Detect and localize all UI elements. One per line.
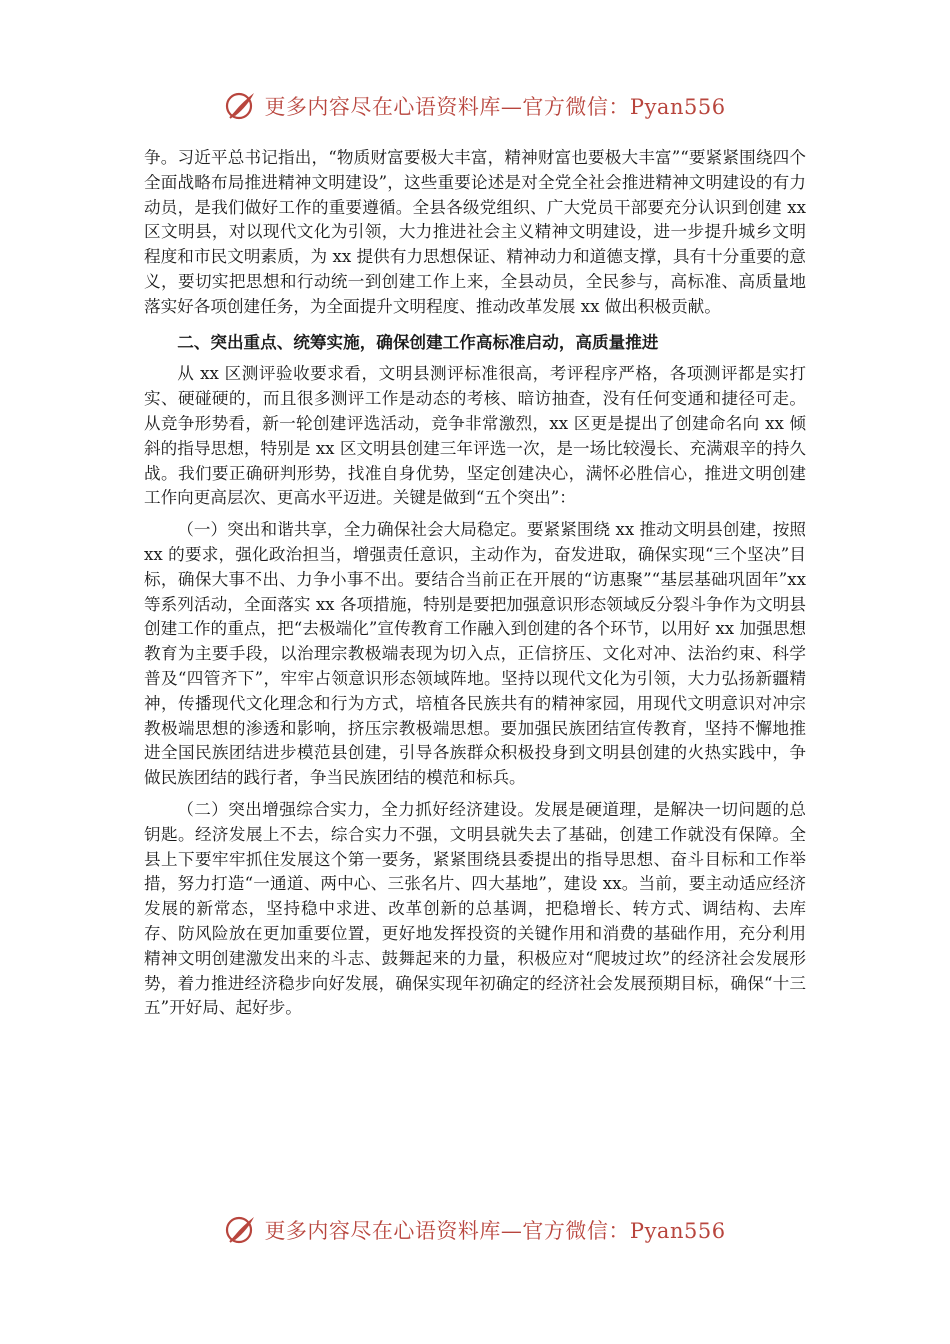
banner-text: 更多内容尽在心语资料库—官方微信：Pyan556	[264, 1219, 726, 1243]
paragraph-point-one: （一）突出和谐共享，全力确保社会大局稳定。要紧紧围绕 xx 推动文明县创建，按照 xx 的要求，强化政治担当，增强责任意识，主动作为，奋发进取，确保实现“三个坚决”目标，确保大事不出、力争小事不出。要结合当前正在开展的“访惠聚”“基层基础巩固年”xx 等系列活动，全面落实 xx 各项措施，特别是要把加强意识形态领域反分裂斗争作为文明县创建工作的重点，把“去极端化”宣传教育工作融入到创建的各个环节，以用好 xx 加强思想教育为主要手段，以治理宗教极端表现为切入点，正信挤压、文化对冲、法治约束、科学普及“四管齐下”，牢牢占领意识形态领域阵地。坚持以现代文化为引领，大力弘扬新疆精神，传播现代文化理念和行为方式，培植各民族共有的精神家园，用现代文明意识对冲宗教极端思想的渗透和影响，挤压宗教极端思想。要加强民族团结宣传教育，坚持不懈地推进全国民族团结进步模范县创建，引导各族群众积极投身到文明县创建的火热实践中，争做民族团结的践行者，争当民族团结的模范和标兵。	[144, 520, 806, 788]
document-body	[144, 146, 806, 1021]
paragraph-continuation: 争。习近平总书记指出，“物质财富要极大丰富，精神财富也要极大丰富”“要紧紧围绕四个全面战略布局推进精神文明建设”，这些重要论述是对全党全社会推进精神文明建设的有力动员，是我们做好工作的重要遵循。全县各级党组织、广大党员干部要充分认识到创建 xx 区文明县，对以现代文化为引领，大力推进社会主义精神文明建设，进一步提升城乡文明程度和市民文明素质，为 xx 提供有力思想保证、精神动力和道德支撑，具有十分重要的意义，要切实把思想和行动统一到创建工作上来，全县动员，全民参与，高标准、高质量地落实好各项创建任务，为全面提升文明程度、推动改革发展 xx 做出积极贡献。	[144, 148, 806, 316]
paragraph-point-two: （二）突出增强综合实力，全力抓好经济建设。发展是硬道理，是解决一切问题的总钥匙。经济发展上不去，综合实力不强，文明县就失去了基础，创建工作就没有保障。全县上下要牢牢抓住发展这个第一要务，紧紧围绕县委提出的指导思想、奋斗目标和工作举措，努力打造“一通道、两中心、三张名片、四大基地”，建设 xx。当前，要主动适应经济发展的新常态，坚持稳中求进、改革创新的总基调，把稳增长、转方式、调结构、去库存、防风险放在更加重要位置，更好地发挥投资的关键作用和消费的基础作用，充分利用精神文明创建激发出来的斗志、鼓舞起来的力量，积极应对“爬坡过坎”的经济社会发展形势，着力推进经济稳步向好发展，确保实现年初确定的经济社会发展预期目标，确保“十三五”开好局、起好步。	[144, 799, 806, 1018]
pen-leaf-logo-icon	[224, 1213, 258, 1247]
footer-banner	[0, 1210, 950, 1250]
banner-text: 更多内容尽在心语资料库—官方微信：Pyan556	[264, 95, 726, 119]
pen-leaf-logo-icon	[224, 89, 258, 123]
section-heading: 二、突出重点、统筹实施，确保创建工作高标准启动，高质量推进	[177, 331, 659, 352]
header-banner	[0, 86, 950, 126]
paragraph-situation: 从 xx 区测评验收要求看，文明县测评标准很高，考评程序严格，各项测评都是实打实、硬碰硬的，而且很多测评工作是动态的考核、暗访抽查，没有任何变通和捷径可走。从竞争形势看，新一轮创建评选活动，竞争非常激烈，xx 区更是提出了创建命名向 xx 倾斜的指导思想，特别是 xx 区文明县创建三年评选一次，是一场比较漫长、充满艰辛的持久战。我们要正确研判形势，找准自身优势，坚定创建决心，满怀必胜信心，推进文明创建工作向更高层次、更高水平迈进。关键是做到“五个突出”：	[144, 364, 806, 508]
